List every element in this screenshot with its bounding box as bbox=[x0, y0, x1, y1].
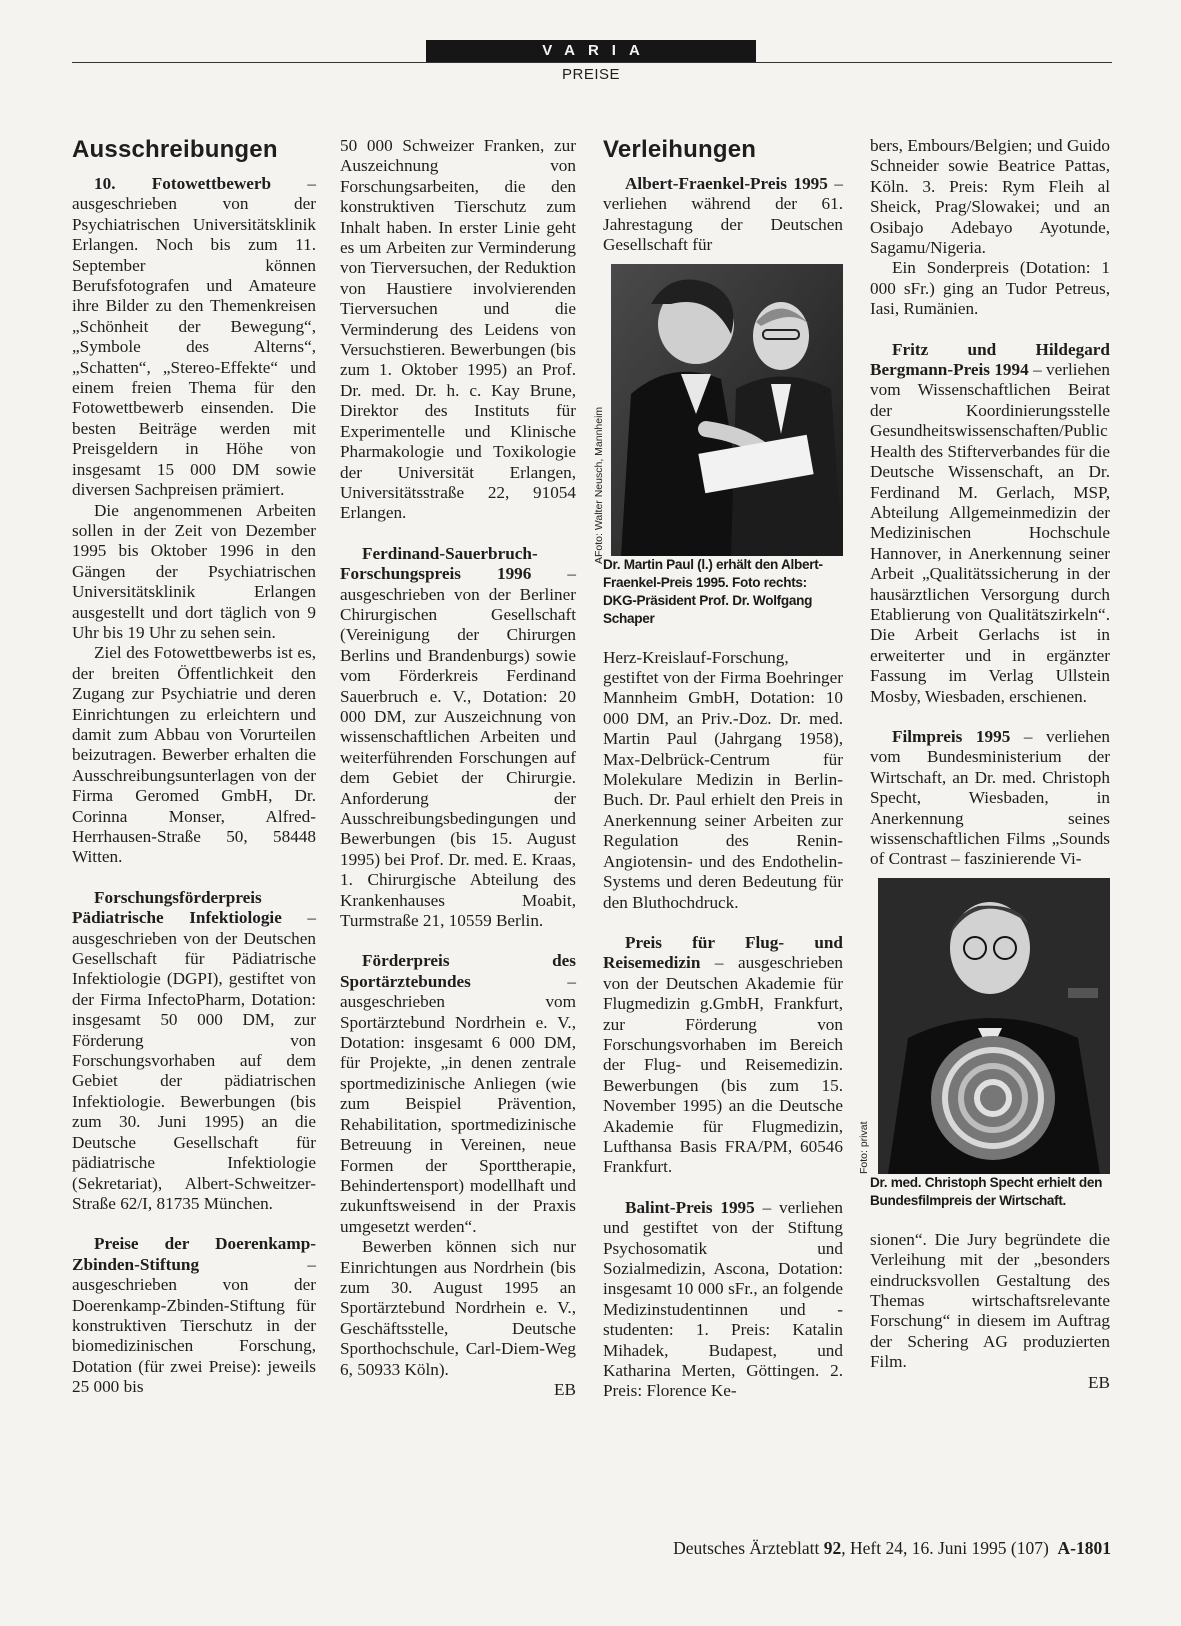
article-text: – verliehen vom Bundesministerium der Wirtschaft, an Dr. med. Christoph Specht, Wiesbaden, in Anerkennung seines wissenschaftlichen Films „Sounds of Contrast – faszinierende Vi- bbox=[870, 726, 1110, 869]
article-sportaerztebund bbox=[340, 951, 576, 1237]
article-filmpreis bbox=[870, 727, 1110, 870]
article-text: – ausgeschrieben von der Psychiatrischen Universitätsklinik Erlangen. Noch bis zum 11. September können Berufsfotografen und Amateure ihre Bilder zu den Themenkreisen „Schönheit der Bewegung“, „Symbole des Alterns“, „Schatten“, „Stereo-Effekte“ und einem freien Thema für den Fotowettbewerb einsenden. Die besten Beiträge werden mit Preisgeldern in Höhe von insgesamt 15 000 DM sowie diversen Sachpreisen prämiert. bbox=[72, 174, 316, 500]
section-banner: VARIA bbox=[426, 40, 756, 62]
article-text: – ausgeschrieben vom Sportärztebund Nordrhein e. V., Dotation: insgesamt 6 000 DM, für Projekte, „in denen zentrale sportmedizinische Anliegen (wie zum Beispiel Prävention, Rehabilitation, sportmedizinische Betreuung in Vereinen, neue Formen der Sporttherapie, Behindertensport) modellhaft und zukunftsweisend in der Praxis umgesetzt werden“. bbox=[340, 971, 576, 1236]
article-heading: Filmpreis 1995 bbox=[892, 726, 1011, 746]
article-heading: Fritz und Hildegard Bergmann-Preis 1994 bbox=[870, 339, 1110, 380]
article-text: – verliehen und gestiftet von der Stiftung Psychosomatik und Sozialmedizin, Ascona, Dotation: insgesamt 10 000 sFr., an folgende Medizinstudentinnen und -studenten: 1. Preis: Katalin Mihadek, Budapest, und Katharina Merten, Göttingen. 2. Preis: Florence Ke- bbox=[603, 1197, 843, 1401]
article-text: – ausgeschrieben von der Deutschen Akademie für Flugmedizin g.GmbH, Frankfurt, zur Förderung von Forschungsvorhaben im Bereich der Flug- und Reisemedizin. Bewerbungen (bis zum 15. November 1995) an die Deutsche Akademie für Flugmedizin, Lufthansa Basis FRA/PM, 60546 Frankfurt. bbox=[603, 953, 843, 1177]
subsection-label: PREISE bbox=[561, 66, 621, 83]
article-text: – ausgeschrieben von der Doerenkamp-Zbinden-Stiftung für konstruktiven Tierschutz in der biomedizinischen Forschung, Dotation (für zwei Preise): jeweils 25 000 bis bbox=[72, 1254, 316, 1397]
article-heading: Albert-Fraenkel-Preis 1995 bbox=[625, 174, 828, 193]
article-heading: Balint-Preis 1995 bbox=[625, 1197, 755, 1217]
article-text: – ausgeschrieben von der Berliner Chirurgischen Gesellschaft (Vereinigung der Chirurgen Berlins und Brandenburgs) sowie vom Förderkreis Ferdinand Sauerbruch e. V., Dotation: 20 000 DM, zur Auszeichnung von wissenschaftlichen Arbeiten und weiterführenden Forschungen auf dem Gebiet der Chirurgie. Anforderung der Ausschreibungsbedingungen und Bewerbungen (bis 15. August 1995) bei Prof. Dr. med. E. Kraas, 1. Chirurgische Abteilung des Krankenhauses Moabit, Turmstraße 21, 10559 Berlin. bbox=[340, 564, 576, 931]
article-paragraph: Ziel des Fotowettbewerbs ist es, der breiten Öffentlichkeit den Zugang zur Psychiatrie und deren Einrichtungen zu erleichtern und damit zum Abbau von Vorurteilen beizutragen. Bewerber erhalten die Ausschreibungsunterlagen von der Firma Geromed GmbH, Dr. Corinna Monser, Alfred-Herrhausen-Straße 50, 58448 Witten. bbox=[72, 643, 316, 867]
photo-illustration bbox=[611, 264, 843, 556]
article-paragraph: 50 000 Schweizer Franken, zur Auszeichnung von Forschungsarbeiten, die den konstruktiven Tierschutz zum Inhalt haben. In erster Linie geht es um Arbeiten zur Verminderung von Tierversuchen, der Reduktion von Haustiere involvierenden Tierversuchen und die Verminderung des Leidens von Versuchstieren. Bewerbungen (bis zum 1. Oktober 1995) an Prof. Dr. med. Dr. h. c. Kay Brune, Direktor des Instituts für Experimentelle und Klinische Pharmakologie und Toxikologie der Universität Erlangen, Universitätsstraße 22, 91054 Erlangen. bbox=[340, 136, 576, 523]
article-paragraph: Herz-Kreislauf-Forschung, gestiftet von der Firma Boehringer Mannheim GmbH, Dotation: 10 000 DM, an Priv.-Doz. Dr. med. Martin Paul (Jahrgang 1958), Max-Delbrück-Centrum für Molekulare Medizin in Berlin-Buch. Dr. Paul erhielt den Preis in Anerkennung seiner Arbeiten zur Regulation des Renin-Angiotensin- und des Endothelin-Systems und deren Bedeutung für den Bluthochdruck. bbox=[603, 647, 843, 912]
article-paragraph bbox=[870, 1230, 1110, 1393]
page-number: A-1801 bbox=[1057, 1538, 1111, 1558]
article-forschungsfoerderpreis bbox=[72, 888, 316, 1215]
article-text: – ausgeschrieben von der Deutschen Gesellschaft für Pädiatrische Infektiologie (DGPI), gestiftet von der Firma InfectoPharm, Dotation: insgesamt 50 000 DM, zur Förderung von Forschungsvorhaben auf dem Gebiet der pädiatrischen Infektiologie. Bewerbungen (bis zum 30. Juni 1995) an die Deutsche Gesellschaft für pädiatrische Infektiologie (Sekretariat), Albert-Schweitzer-Straße 62/I, 81735 München. bbox=[72, 908, 316, 1213]
article-heading: Forschungsförderpreis Pädiatrische Infektiologie bbox=[72, 887, 282, 928]
photo-credit: AFoto: Walter Neusch, Mannheim bbox=[593, 406, 605, 564]
article-heading: Preise der Doerenkamp-Zbinden-Stiftung bbox=[72, 1234, 316, 1274]
article-paragraph: Die angenommenen Arbeiten sollen in der Zeit von Dezember 1995 bis Oktober 1996 in den Gängen der Psychiatrischen Universitätsklinik Erlangen ausgestellt und dort täglich von 9 Uhr bis 19 Uhr zu sehen sein. bbox=[72, 500, 316, 642]
column-2 bbox=[340, 136, 576, 1400]
article-flugmedizin bbox=[603, 933, 843, 1178]
photo-credit: Foto: privat bbox=[858, 1121, 870, 1174]
author-sign: EB bbox=[1088, 1372, 1110, 1392]
photo-block-fraenkel bbox=[593, 264, 843, 564]
article-heading: Förderpreis des Sportärztebundes bbox=[340, 951, 576, 991]
author-sign: EB bbox=[554, 1379, 576, 1399]
column-1 bbox=[72, 136, 316, 1398]
photo-illustration bbox=[878, 878, 1110, 1174]
page-footer bbox=[673, 1538, 1111, 1559]
article-heading: Preis für Flug- und Reisemedizin bbox=[603, 932, 843, 973]
article-bergmann bbox=[870, 340, 1110, 707]
article-paragraph: bers, Embours/Belgien; und Guido Schneider sowie Beatrice Pattas, Köln. 3. Preis: Rym Fleih al Sheick, Prag/Slowakei; und an Osibajo Adebayo Ayotunde, Sagamu/Nigeria. bbox=[870, 136, 1110, 258]
photo-caption: Dr. med. Christoph Specht erhielt den Bundesfilmpreis der Wirtschaft. bbox=[870, 1174, 1103, 1208]
article-balint bbox=[603, 1198, 843, 1402]
column-3 bbox=[593, 136, 843, 1402]
article-text: – verliehen während der 61. Jahrestagung der Deutschen Gesellschaft für bbox=[603, 174, 843, 255]
article-text: – verliehen vom Wissenschaftlichen Beirat der Koordinierungsstelle Gesundheitswissenschaften/Public Health des Stifterverbandes für die Deutsche Wissenschaft, an Dr. Ferdinand M. Gerlach, MSP, Abteilung Allgemeinmedizin der Medizinischen Hochschule Hannover, in Anerkennung seiner Arbeit „Qualitätssicherung in der hausärztlichen Versorgung durch Etablierung von Qualitätszirkeln“. Die Arbeit Gerlachs ist in erweiterter und in ergänzter Fassung im Verlag Ullstein Mosby, Wiesbaden, erschienen. bbox=[870, 360, 1110, 706]
photo-caption: Dr. Martin Paul (l.) erhält den Albert-Fraenkel-Preis 1995. Foto rechts: DKG-Präsident Prof. Dr. Wolfgang Schaper bbox=[603, 556, 823, 626]
article-heading: 10. Fotowettbewerb bbox=[94, 174, 272, 193]
issue-info: , Heft 24, 16. Juni 1995 (107) bbox=[841, 1538, 1049, 1558]
journal-name: Deutsches Ärzteblatt bbox=[673, 1538, 820, 1558]
article-heading: Ferdinand-Sauerbruch-Forschungspreis 1996 bbox=[340, 543, 538, 584]
section-title-ausschreibungen: Ausschreibungen bbox=[72, 136, 278, 163]
article-paragraph: Ein Sonderpreis (Dotation: 1 000 sFr.) ging an Tudor Petreus, Iasi, Rumänien. bbox=[870, 258, 1110, 319]
article-text: Bewerben können sich nur Einrichtungen aus Nordrhein (bis zum 30. August 1995 an Sportärztebund Nordrhein e. V., Geschäftsstelle, Deutsche Sporthochschule, Carl-Diem-Weg 6, 50933 Köln). bbox=[340, 1237, 576, 1379]
article-fraenkel bbox=[603, 174, 843, 256]
award-photo-handshake bbox=[611, 264, 843, 556]
article-fotowettbewerb bbox=[72, 174, 316, 501]
photo-block-specht bbox=[858, 878, 1110, 1174]
article-sauerbruch bbox=[340, 544, 576, 932]
award-photo-specht bbox=[878, 878, 1110, 1174]
section-title-verleihungen: Verleihungen bbox=[603, 136, 757, 163]
header-rule bbox=[72, 62, 1112, 63]
article-text: sionen“. Die Jury begründete die Verleihung mit der „besonders eindrucksvollen Gestaltung des Themas wirtschaftsrelevante Forschung“ in diesem im Auftrag der Schering AG produzierten Film. bbox=[870, 1229, 1110, 1372]
column-4 bbox=[858, 136, 1110, 1393]
journal-volume: 92 bbox=[823, 1538, 842, 1558]
article-doerenkamp bbox=[72, 1234, 316, 1397]
article-paragraph bbox=[340, 1237, 576, 1400]
